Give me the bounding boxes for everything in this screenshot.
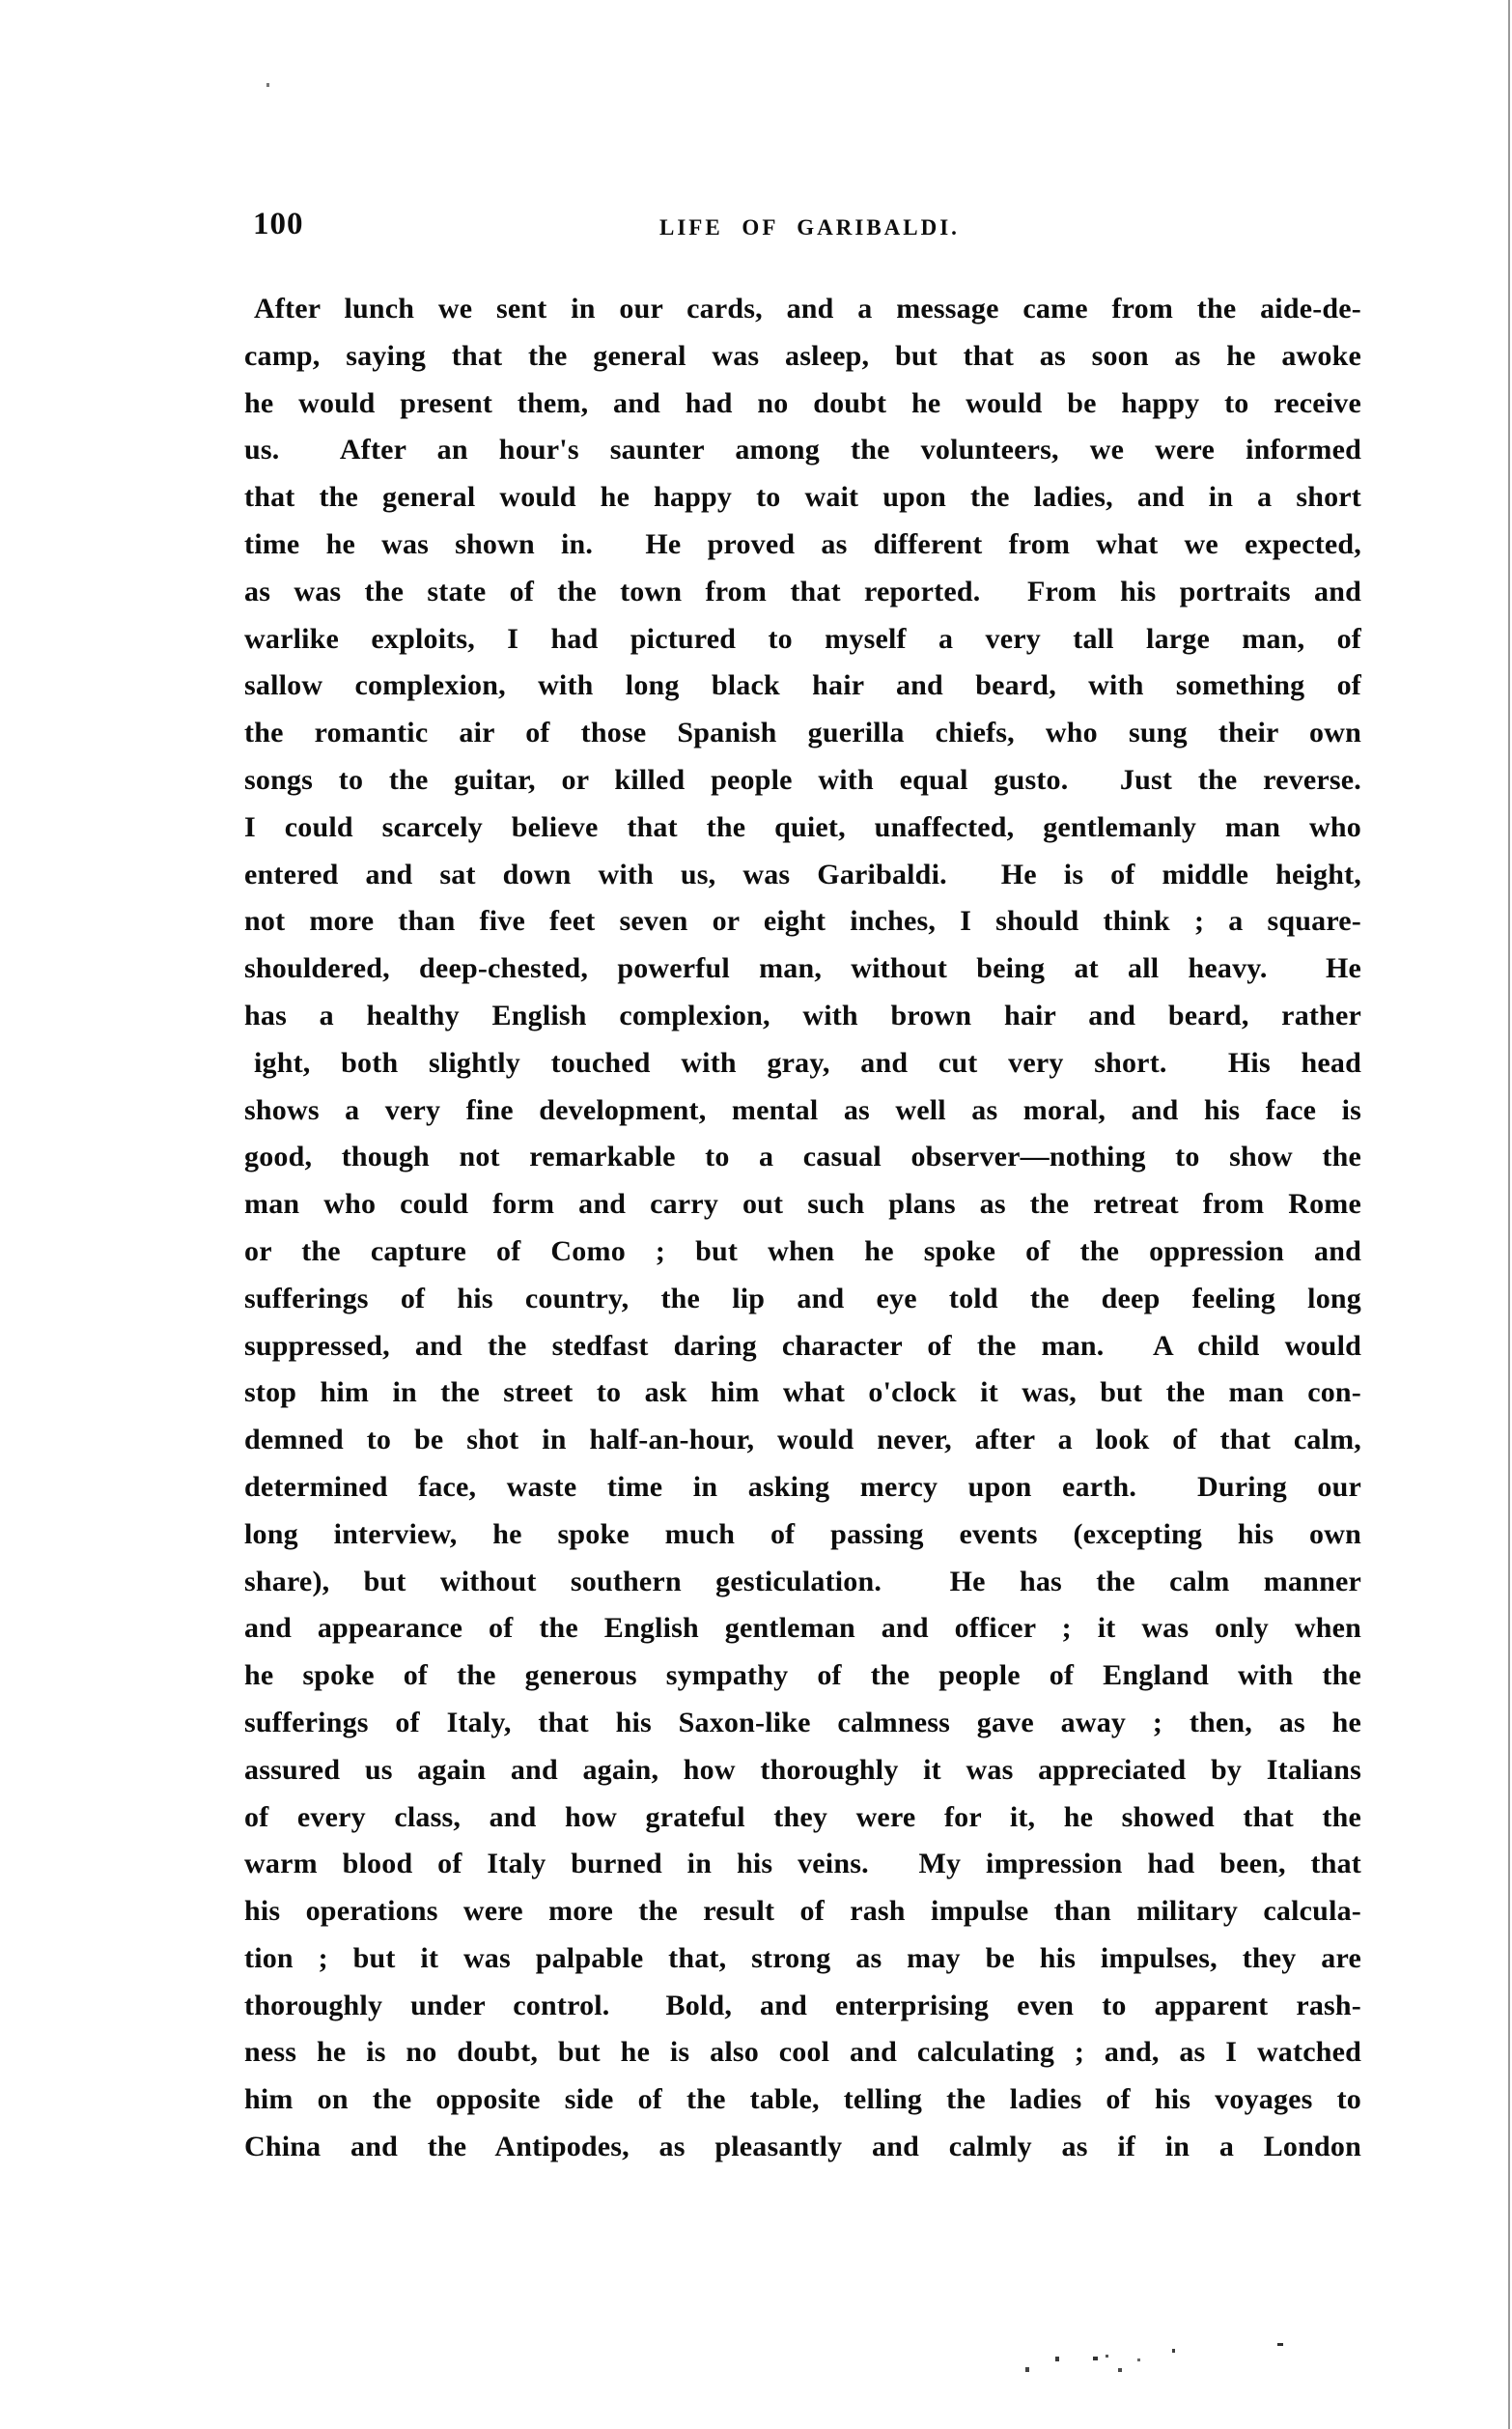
text-line: I could scarcely believe that the quiet, unaffected, gentlemanly man who xyxy=(244,810,1361,843)
page-number: 100 xyxy=(253,207,304,241)
text-line: he would present them, and had no doubt he would be happy to receive xyxy=(244,386,1361,419)
text-line: good, though not remarkable to a casual observer—nothing to show the xyxy=(244,1141,1361,1173)
text-line: the romantic air of those Spanish guerilla chiefs, who sung their own xyxy=(244,717,1361,749)
scan-speck xyxy=(1025,2367,1029,2372)
text-line: has a healthy English complexion, with brown hair and beard, rather xyxy=(244,999,1361,1031)
text-line: long interview, he spoke much of passing events (excepting his own xyxy=(244,1517,1361,1550)
text-line: thoroughly under control. Bold, and enterprising even to apparent rash- xyxy=(244,1989,1361,2021)
text-line: shows a very fine development, mental as well as moral, and his face is xyxy=(244,1093,1361,1126)
scan-speck xyxy=(1277,2343,1283,2346)
text-line: entered and sat down with us, was Garibaldi. He is of middle height, xyxy=(244,858,1361,890)
text-line: of every class, and how grateful they were for it, he showed that the xyxy=(244,1800,1361,1833)
text-line: or the capture of Como ; but when he spoke of the oppression and xyxy=(244,1234,1361,1267)
text-line: suppressed, and the stedfast daring character of the man. A child would xyxy=(244,1329,1361,1362)
text-line: songs to the guitar, or killed people with equal gusto. Just the reverse. xyxy=(244,763,1361,796)
text-line: sufferings of Italy, that his Saxon-like calmness gave away ; then, as he xyxy=(244,1706,1361,1738)
scan-speck xyxy=(1093,2357,1098,2360)
text-line: his operations were more the result of rash impulse than military calcula- xyxy=(244,1895,1361,1928)
scan-speck xyxy=(266,83,269,87)
text-line: as was the state of the town from that reported. From his portraits and xyxy=(244,575,1361,607)
text-line: China and the Antipodes, as pleasantly and calmly as if in a London xyxy=(244,2131,1361,2163)
scan-speck xyxy=(1172,2349,1175,2353)
text-line: shouldered, deep-chested, powerful man, without being at all heavy. He xyxy=(244,952,1361,985)
text-line: camp, saying that the general was asleep, but that as soon as he awoke xyxy=(244,339,1361,372)
scan-speck xyxy=(1106,2355,1108,2358)
text-line: sallow complexion, with long black hair and beard, with something of xyxy=(244,669,1361,702)
text-line: time he was shown in. He proved as different from what we expected, xyxy=(244,527,1361,560)
text-line: not more than five feet seven or eight inches, I should think ; a square- xyxy=(244,905,1361,938)
scan-edge-line xyxy=(1508,0,1510,2429)
text-line: warlike exploits, I had pictured to myself a very tall large man, of xyxy=(244,622,1361,655)
text-line: After lunch we sent in our cards, and a message came from the aide-de- xyxy=(254,293,1361,325)
text-line: him on the opposite side of the table, telling the ladies of his voyages to xyxy=(244,2083,1361,2116)
text-line: us. After an hour's saunter among the volunteers, we were informed xyxy=(244,434,1361,466)
text-line: determined face, waste time in asking mercy upon earth. During our xyxy=(244,1470,1361,1503)
scan-speck xyxy=(1137,2358,1140,2361)
text-line: stop him in the street to ask him what o'clock it was, but the man con- xyxy=(244,1376,1361,1409)
text-line: tion ; but it was palpable that, strong as may be his impulses, they are xyxy=(244,1941,1361,1974)
text-line: assured us again and again, how thoroughly it was appreciated by Italians xyxy=(244,1753,1361,1786)
text-line: he spoke of the generous sympathy of the people of England with the xyxy=(244,1659,1361,1692)
text-line: and appearance of the English gentleman and officer ; it was only when xyxy=(244,1612,1361,1645)
text-line: man who could form and carry out such plans as the retreat from Rome xyxy=(244,1188,1361,1221)
body-text xyxy=(244,286,1361,2171)
scan-speck xyxy=(1055,2357,1059,2361)
text-line: ight, both slightly touched with gray, and cut very short. His head xyxy=(254,1046,1361,1079)
text-line: warm blood of Italy burned in his veins. My impression had been, that xyxy=(244,1848,1361,1880)
running-header: LIFE OF GARIBALDI. xyxy=(659,215,960,240)
text-line: sufferings of his country, the lip and eye told the deep feeling long xyxy=(244,1282,1361,1314)
text-line: share), but without southern gesticulation. He has the calm manner xyxy=(244,1565,1361,1597)
text-line: demned to be shot in half-an-hour, would never, after a look of that calm, xyxy=(244,1424,1361,1456)
text-line: ness he is no doubt, but he is also cool and calculating ; and, as I watched xyxy=(244,2036,1361,2069)
scan-speck xyxy=(1118,2368,1122,2372)
text-line: that the general would he happy to wait upon the ladies, and in a short xyxy=(244,481,1361,514)
